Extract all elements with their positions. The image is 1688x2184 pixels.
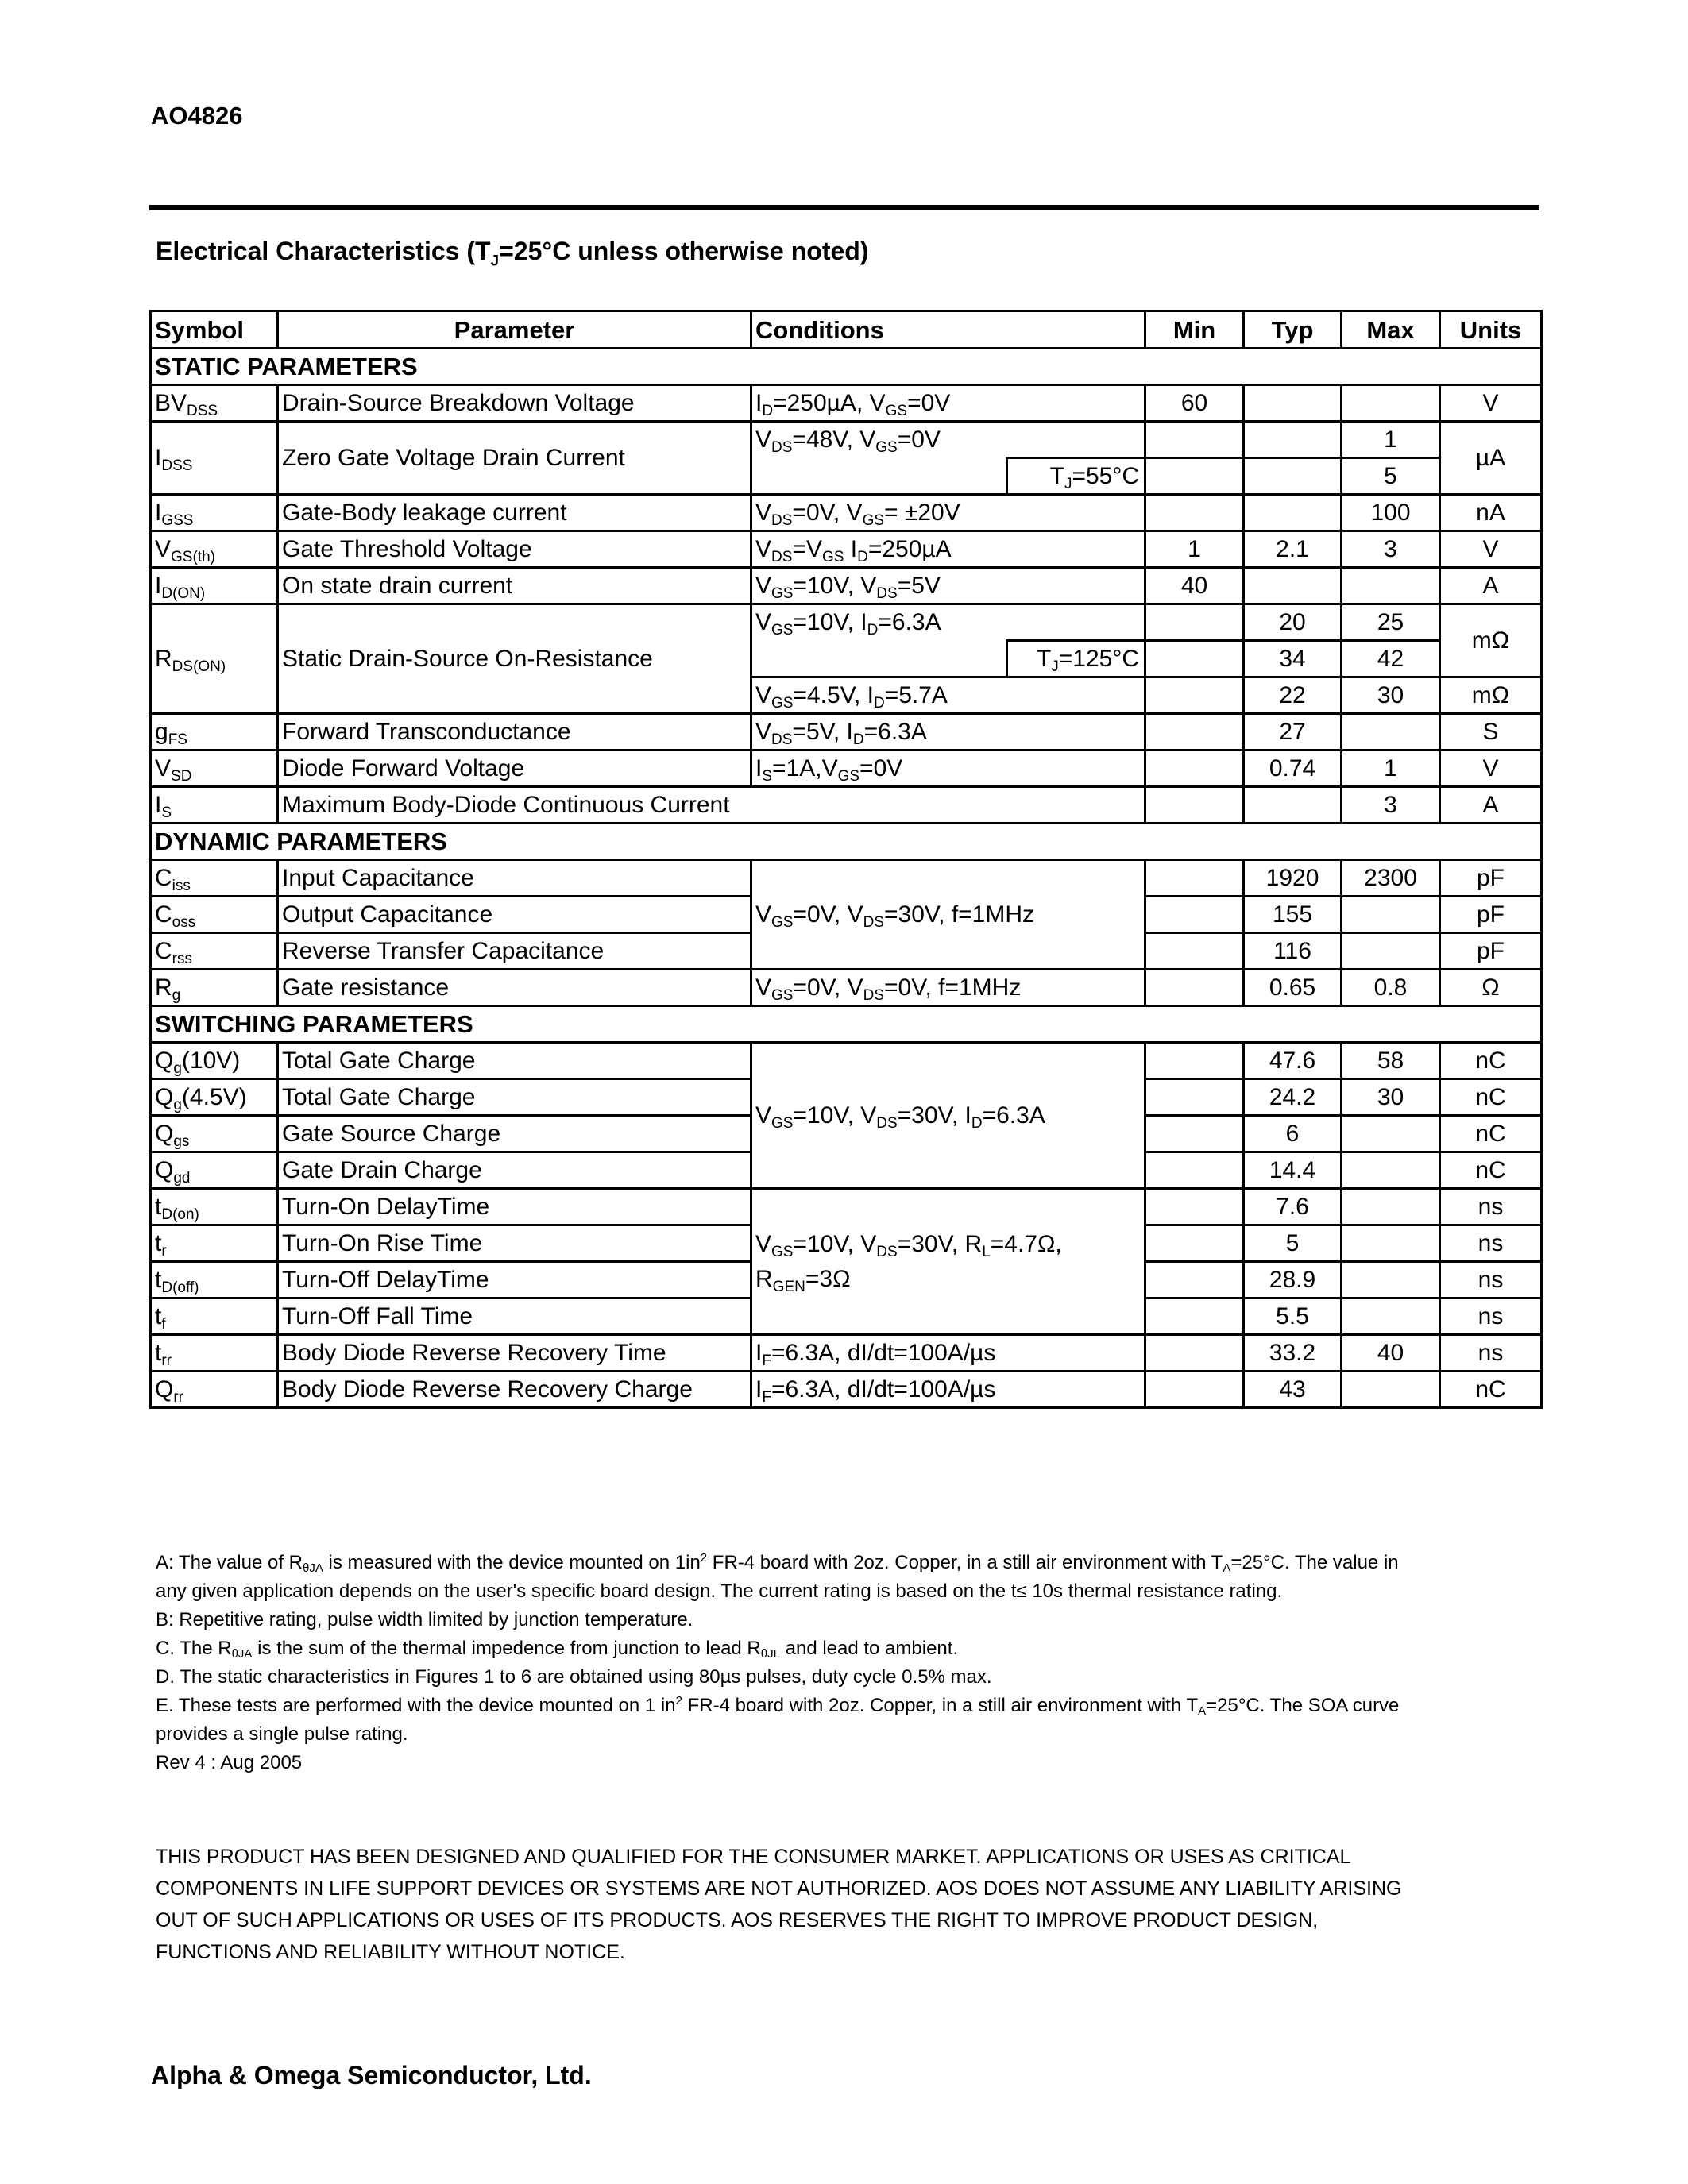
conditions-cell: $V_{DS}=5V$, $I_D=6.3A$ (751, 714, 1145, 751)
conditions-cell: $V_{GS}=0V$, $V_{DS}=30V$, f=1MHz (751, 860, 1145, 970)
max-cell (1342, 1225, 1440, 1262)
footnotes (156, 1549, 1546, 1777)
parameter-cell: Turn-Off Fall Time (278, 1298, 751, 1335)
units-cell: Ω (1440, 970, 1542, 1006)
min-cell (1145, 1079, 1244, 1116)
parameter-cell: Input Capacitance (278, 860, 751, 897)
max-cell: 30 (1342, 1079, 1440, 1116)
parameter-cell: Zero Gate Voltage Drain Current (278, 422, 751, 495)
units-cell: nC (1440, 1079, 1542, 1116)
typ-cell: 0.74 (1244, 751, 1342, 787)
symbol-cell: $I_{DSS}$ (151, 422, 278, 495)
min-cell (1145, 1152, 1244, 1189)
max-cell: 3 (1342, 787, 1440, 824)
conditions-cell: $V_{GS}=10V$, $V_{DS}=30V$, $R_L=4.7\Omega$, $R_{GEN}=3\Omega$ (751, 1189, 1145, 1335)
typ-cell: 5.5 (1244, 1298, 1342, 1335)
symbol-cell: $R_g$ (151, 970, 278, 1006)
parameter-cell: Output Capacitance (278, 897, 751, 933)
symbol-cell: $Q_g(10V)$ (151, 1043, 278, 1079)
conditions-cell: $I_S=1A,V_{GS}=0V$ (751, 751, 1145, 787)
max-cell (1342, 933, 1440, 970)
parameter-cell: Maximum Body-Diode Continuous Current (278, 787, 1145, 824)
header-rule (149, 205, 1539, 210)
typ-cell: 34 (1244, 641, 1342, 677)
units-cell: nC (1440, 1043, 1542, 1079)
typ-cell: 155 (1244, 897, 1342, 933)
parameter-cell: Body Diode Reverse Recovery Time (278, 1335, 751, 1372)
parameter-cell: Gate Source Charge (278, 1116, 751, 1152)
disclaimer-line: OUT OF SUCH APPLICATIONS OR USES OF ITS PRODUCTS. AOS RESERVES THE RIGHT TO IMPROVE PRODUCT DESIGN, (156, 1909, 1319, 1931)
header-row (151, 311, 1542, 349)
conditions-cell: $V_{GS}=10V$, $I_D=6.3A$ (751, 604, 1145, 641)
conditions-cell: $I_F=6.3A$, dI/dt=100A/µs (751, 1335, 1145, 1372)
parameter-cell: Gate Threshold Voltage (278, 531, 751, 568)
typ-cell: 22 (1244, 677, 1342, 714)
table-row (151, 1335, 1542, 1372)
units-cell: V (1440, 531, 1542, 568)
disclaimer (156, 1841, 1554, 1968)
tj-condition-cell: $T_J=55^\circ C$ (1007, 458, 1145, 495)
typ-cell: 33.2 (1244, 1335, 1342, 1372)
symbol-cell: $g_{FS}$ (151, 714, 278, 751)
symbol-cell: $V_{GS(th)}$ (151, 531, 278, 568)
max-cell (1342, 1189, 1440, 1225)
typ-cell (1244, 422, 1342, 458)
min-cell (1145, 1298, 1244, 1335)
note-a: A: The value of RθJA is measured with the device mounted on $1in^2$ FR-4 board with 2oz. Copper, in a still air environment with TA=25°C. The value in (156, 1551, 1399, 1575)
units-cell: nA (1440, 495, 1542, 531)
units-cell: ns (1440, 1298, 1542, 1335)
col-units: Units (1440, 311, 1542, 349)
conditions-cell (751, 641, 1007, 677)
typ-cell: 5 (1244, 1225, 1342, 1262)
units-cell: mΩ (1440, 604, 1542, 677)
section-static: STATIC PARAMETERS (151, 349, 1542, 385)
parameter-cell: On state drain current (278, 568, 751, 604)
min-cell (1145, 1189, 1244, 1225)
disclaimer-line: FUNCTIONS AND RELIABILITY WITHOUT NOTICE. (156, 1941, 625, 1963)
parameter-cell: Total Gate Charge (278, 1043, 751, 1079)
symbol-cell: $t_f$ (151, 1298, 278, 1335)
typ-cell: 20 (1244, 604, 1342, 641)
symbol-cell: $Q_g(4.5V)$ (151, 1079, 278, 1116)
typ-cell (1244, 385, 1342, 422)
min-cell (1145, 1225, 1244, 1262)
typ-cell: 1920 (1244, 860, 1342, 897)
revision: Rev 4 : Aug 2005 (156, 1752, 303, 1773)
table-row (151, 604, 1542, 641)
typ-cell: 6 (1244, 1116, 1342, 1152)
min-cell (1145, 1116, 1244, 1152)
parameter-cell: Total Gate Charge (278, 1079, 751, 1116)
min-cell (1145, 1043, 1244, 1079)
symbol-cell: $t_{D(on)}$ (151, 1189, 278, 1225)
conditions-cell: $V_{GS}=4.5V$, $I_D=5.7A$ (751, 677, 1145, 714)
conditions-cell: $V_{GS}=0V$, $V_{DS}=0V$, f=1MHz (751, 970, 1145, 1006)
max-cell (1342, 1116, 1440, 1152)
table-row (151, 860, 1542, 897)
typ-cell: 0.65 (1244, 970, 1342, 1006)
units-cell: pF (1440, 897, 1542, 933)
typ-cell: 27 (1244, 714, 1342, 751)
symbol-cell: $C_{iss}$ (151, 860, 278, 897)
min-cell (1145, 897, 1244, 933)
symbol-cell: $t_{D(off)}$ (151, 1262, 278, 1298)
max-cell: 1 (1342, 751, 1440, 787)
max-cell (1342, 385, 1440, 422)
units-cell: A (1440, 787, 1542, 824)
col-symbol: Symbol (151, 311, 278, 349)
min-cell (1145, 677, 1244, 714)
max-cell: 1 (1342, 422, 1440, 458)
symbol-cell: $t_{rr}$ (151, 1335, 278, 1372)
table-title: Electrical Characteristics ($T_J=25^\circ C$ unless otherwise noted) (156, 237, 869, 270)
symbol-cell: $I_S$ (151, 787, 278, 824)
table-row (151, 714, 1542, 751)
table-row (151, 568, 1542, 604)
max-cell: 40 (1342, 1335, 1440, 1372)
max-cell: 3 (1342, 531, 1440, 568)
section-row (151, 824, 1542, 860)
symbol-cell: $I_{GSS}$ (151, 495, 278, 531)
table-row (151, 751, 1542, 787)
typ-cell: 43 (1244, 1372, 1342, 1408)
units-cell: pF (1440, 933, 1542, 970)
disclaimer-line: COMPONENTS IN LIFE SUPPORT DEVICES OR SYSTEMS ARE NOT AUTHORIZED. AOS DOES NOT ASSUME ANY LIABILITY ARISING (156, 1877, 1402, 1900)
symbol-cell: $C_{oss}$ (151, 897, 278, 933)
symbol-cell: $BV_{DSS}$ (151, 385, 278, 422)
parameter-cell: Static Drain-Source On-Resistance (278, 604, 751, 714)
table-row (151, 1043, 1542, 1079)
typ-cell: 7.6 (1244, 1189, 1342, 1225)
min-cell: 60 (1145, 385, 1244, 422)
min-cell: 1 (1145, 531, 1244, 568)
company-name: Alpha & Omega Semiconductor, Ltd. (151, 2061, 592, 2089)
conditions-cell: $I_D=250\mu A$, $V_{GS}=0V$ (751, 385, 1145, 422)
min-cell (1145, 787, 1244, 824)
table-row (151, 385, 1542, 422)
conditions-cell (751, 458, 1007, 495)
min-cell (1145, 1262, 1244, 1298)
parameter-cell: Reverse Transfer Capacitance (278, 933, 751, 970)
parameter-cell: Turn-On DelayTime (278, 1189, 751, 1225)
max-cell (1342, 568, 1440, 604)
conditions-cell: $V_{GS}=10V$, $V_{DS}=5V$ (751, 568, 1145, 604)
typ-cell: 24.2 (1244, 1079, 1342, 1116)
note-e: E. These tests are performed with the device mounted on 1 $in^2$ FR-4 board with 2oz. Copper, in a still air environment with TA=25°C. The SOA curve (156, 1694, 1400, 1718)
symbol-cell: $I_{D(ON)}$ (151, 568, 278, 604)
parameter-cell: Body Diode Reverse Recovery Charge (278, 1372, 751, 1408)
conditions-cell: $V_{DS}=0V$, $V_{GS}= \pm 20V$ (751, 495, 1145, 531)
max-cell (1342, 714, 1440, 751)
symbol-cell: $Q_{gd}$ (151, 1152, 278, 1189)
symbol-cell: $V_{SD}$ (151, 751, 278, 787)
parameter-cell: Gate resistance (278, 970, 751, 1006)
typ-cell (1244, 458, 1342, 495)
min-cell (1145, 422, 1244, 458)
max-cell (1342, 1152, 1440, 1189)
parameter-cell: Gate-Body leakage current (278, 495, 751, 531)
symbol-cell: $Q_{gs}$ (151, 1116, 278, 1152)
max-cell (1342, 897, 1440, 933)
min-cell (1145, 495, 1244, 531)
note-c: C. The RθJA is the sum of the thermal impedence from junction to lead RθJL and lead to ambient. (156, 1638, 959, 1661)
conditions-cell: $I_F=6.3A$, dI/dt=100A/µs (751, 1372, 1145, 1408)
max-cell: 25 (1342, 604, 1440, 641)
tj-condition-cell: $T_J=125^\circ C$ (1007, 641, 1145, 677)
units-cell: nC (1440, 1116, 1542, 1152)
electrical-characteristics-table (149, 310, 1543, 1409)
conditions-cell: $V_{GS}=10V$, $V_{DS}=30V$, $I_D=6.3A$ (751, 1043, 1145, 1189)
symbol-cell: $R_{DS(ON)}$ (151, 604, 278, 714)
symbol-cell: $t_r$ (151, 1225, 278, 1262)
col-typ: Typ (1244, 311, 1342, 349)
table-row (151, 1372, 1542, 1408)
conditions-cell: $V_{DS}=48V$, $V_{GS}=0V$ (751, 422, 1145, 458)
note-d: D. The static characteristics in Figures 1 to 6 are obtained using 80µs pulses, duty cycle 0.5% max. (156, 1666, 992, 1688)
max-cell: 2300 (1342, 860, 1440, 897)
units-cell: S (1440, 714, 1542, 751)
max-cell (1342, 1262, 1440, 1298)
note-a-continued: any given application depends on the user's specific board design. The current rating is based on the t≤ 10s thermal resistance rating. (156, 1580, 1283, 1602)
min-cell (1145, 860, 1244, 897)
disclaimer-line: THIS PRODUCT HAS BEEN DESIGNED AND QUALIFIED FOR THE CONSUMER MARKET. APPLICATIONS OR USES AS CRITICAL (156, 1846, 1351, 1868)
min-cell (1145, 970, 1244, 1006)
note-b: B: Repetitive rating, pulse width limited by junction temperature. (156, 1609, 693, 1630)
max-cell (1342, 1372, 1440, 1408)
max-cell: 42 (1342, 641, 1440, 677)
parameter-cell: Turn-Off DelayTime (278, 1262, 751, 1298)
parameter-cell: Forward Transconductance (278, 714, 751, 751)
col-parameter: Parameter (278, 311, 751, 349)
symbol-cell: $C_{rss}$ (151, 933, 278, 970)
section-switching: SWITCHING PARAMETERS (151, 1006, 1542, 1043)
min-cell (1145, 751, 1244, 787)
typ-cell: 2.1 (1244, 531, 1342, 568)
units-cell: V (1440, 385, 1542, 422)
parameter-cell: Drain-Source Breakdown Voltage (278, 385, 751, 422)
max-cell: 0.8 (1342, 970, 1440, 1006)
section-row (151, 1006, 1542, 1043)
units-cell: ns (1440, 1189, 1542, 1225)
typ-cell: 47.6 (1244, 1043, 1342, 1079)
typ-cell: 14.4 (1244, 1152, 1342, 1189)
note-e-continued: provides a single pulse rating. (156, 1723, 408, 1745)
parameter-cell: Turn-On Rise Time (278, 1225, 751, 1262)
part-number: AO4826 (151, 102, 243, 129)
typ-cell (1244, 495, 1342, 531)
section-dynamic: DYNAMIC PARAMETERS (151, 824, 1542, 860)
table-row (151, 787, 1542, 824)
min-cell (1145, 933, 1244, 970)
max-cell: 58 (1342, 1043, 1440, 1079)
typ-cell: 28.9 (1244, 1262, 1342, 1298)
units-cell: mΩ (1440, 677, 1542, 714)
units-cell: pF (1440, 860, 1542, 897)
max-cell (1342, 1298, 1440, 1335)
min-cell: 40 (1145, 568, 1244, 604)
units-cell: A (1440, 568, 1542, 604)
conditions-cell: $V_{DS}=V_{GS}$ $I_D=250\mu A$ (751, 531, 1145, 568)
table-row (151, 970, 1542, 1006)
col-min: Min (1145, 311, 1244, 349)
units-cell: µA (1440, 422, 1542, 495)
table-row (151, 1189, 1542, 1225)
min-cell (1145, 458, 1244, 495)
min-cell (1145, 1335, 1244, 1372)
typ-cell (1244, 787, 1342, 824)
min-cell (1145, 1372, 1244, 1408)
min-cell (1145, 641, 1244, 677)
max-cell: 5 (1342, 458, 1440, 495)
col-conditions: Conditions (751, 311, 1145, 349)
max-cell: 30 (1342, 677, 1440, 714)
min-cell (1145, 604, 1244, 641)
units-cell: ns (1440, 1335, 1542, 1372)
min-cell (1145, 714, 1244, 751)
parameter-cell: Diode Forward Voltage (278, 751, 751, 787)
max-cell: 100 (1342, 495, 1440, 531)
typ-cell (1244, 568, 1342, 604)
section-row (151, 349, 1542, 385)
units-cell: V (1440, 751, 1542, 787)
table-row (151, 495, 1542, 531)
table-row (151, 531, 1542, 568)
parameter-cell: Gate Drain Charge (278, 1152, 751, 1189)
symbol-cell: $Q_{rr}$ (151, 1372, 278, 1408)
typ-cell: 116 (1244, 933, 1342, 970)
units-cell: nC (1440, 1372, 1542, 1408)
units-cell: ns (1440, 1225, 1542, 1262)
col-max: Max (1342, 311, 1440, 349)
units-cell: nC (1440, 1152, 1542, 1189)
table-row (151, 422, 1542, 458)
units-cell: ns (1440, 1262, 1542, 1298)
